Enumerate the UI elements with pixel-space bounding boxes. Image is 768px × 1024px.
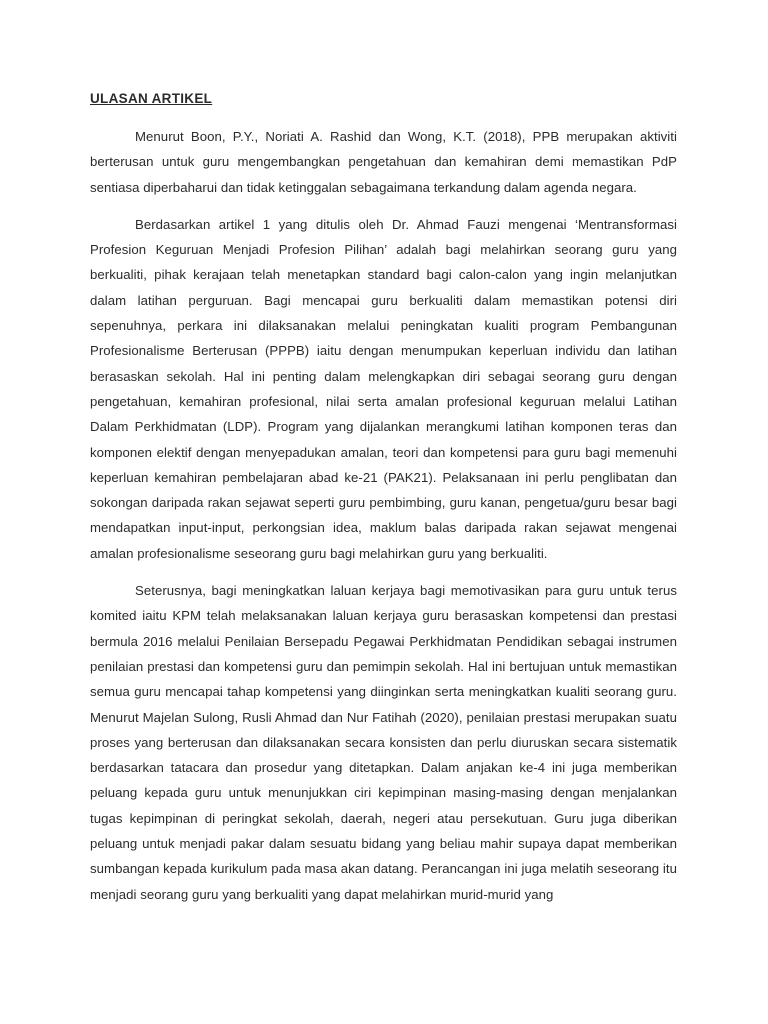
paragraph-1: Menurut Boon, P.Y., Noriati A. Rashid dan Wong, K.T. (2018), PPB merupakan aktiviti berterusan untuk guru mengembangkan pengetahuan dan kemahiran demi memastikan PdP sentiasa diperbaharui dan tidak ketinggalan sebagaimana terkandung dalam agenda negara. (90, 129, 677, 195)
paragraph-3: Seterusnya, bagi meningkatkan laluan kerjaya bagi memotivasikan para guru untuk terus komited iaitu KPM telah melaksanakan laluan kerjaya guru berasaskan kompetensi dan prestasi bermula 2016 melalui Penilaian Bersepadu Pegawai Perkhidmatan Pendidikan sebagai instrumen penilaian prestasi dan kompetensi guru dan pemimpin sekolah. Hal ini bertujuan untuk memastikan semua guru mencapai tahap kompetensi yang diinginkan serta meningkatkan kualiti seorang guru. Menurut Majelan Sulong, Rusli Ahmad dan Nur Fatihah (2020), penilaian prestasi merupakan suatu proses yang berterusan dan dilaksanakan secara konsisten dan perlu diuruskan secara sistematik berdasarkan tatacara dan prosedur yang ditetapkan. Dalam anjakan ke-4 ini juga memberikan peluang kepada guru untuk menunjukkan ciri kepimpinan masing-masing dengan menjalankan tugas kepimpinan di peringkat sekolah, daerah, negeri atau persekutuan. Guru juga diberikan peluang untuk menjadi pakar dalam sesuatu bidang yang beliau mahir supaya dapat memberikan sumbangan kepada kurikulum pada masa akan datang. Perancangan ini juga melatih seseorang itu menjadi seorang guru yang berkualiti yang dapat melahirkan murid-murid yang (90, 583, 677, 902)
document-page (90, 88, 677, 919)
paragraph-2: Berdasarkan artikel 1 yang ditulis oleh Dr. Ahmad Fauzi mengenai ‘Mentransformasi Profesion Keguruan Menjadi Profesion Pilihan’ adalah bagi melahirkan seorang guru yang berkualiti, pihak kerajaan telah menetapkan standard bagi calon-calon yang ingin melanjutkan dalam latihan perguruan. Bagi mencapai guru berkualiti dalam memastikan potensi diri sepenuhnya, perkara ini dilaksanakan melalui peningkatan kualiti program Pembangunan Profesionalisme Berterusan (PPPB) iaitu dengan menumpukan keperluan individu dan latihan berasaskan sekolah. Hal ini penting dalam melengkapkan diri sebagai seorang guru dengan pengetahuan, kemahiran profesional, nilai serta amalan profesional keguruan melalui Latihan Dalam Perkhidmatan (LDP). Program yang dijalankan merangkumi latihan komponen teras dan komponen elektif dengan menyepadukan amalan, teori dan kompetensi para guru bagi memenuhi keperluan kemahiran pembelajaran abad ke-21 (PAK21). Pelaksanaan ini perlu penglibatan dan sokongan daripada rakan sejawat seperti guru pembimbing, guru kanan, pengetua/guru besar bagi mendapatkan input-input, perkongsian idea, maklum balas daripada rakan sejawat mengenai amalan profesionalisme seseorang guru bagi melahirkan guru yang berkualiti. (90, 216, 677, 561)
document-heading: ULASAN ARTIKEL (90, 91, 213, 106)
